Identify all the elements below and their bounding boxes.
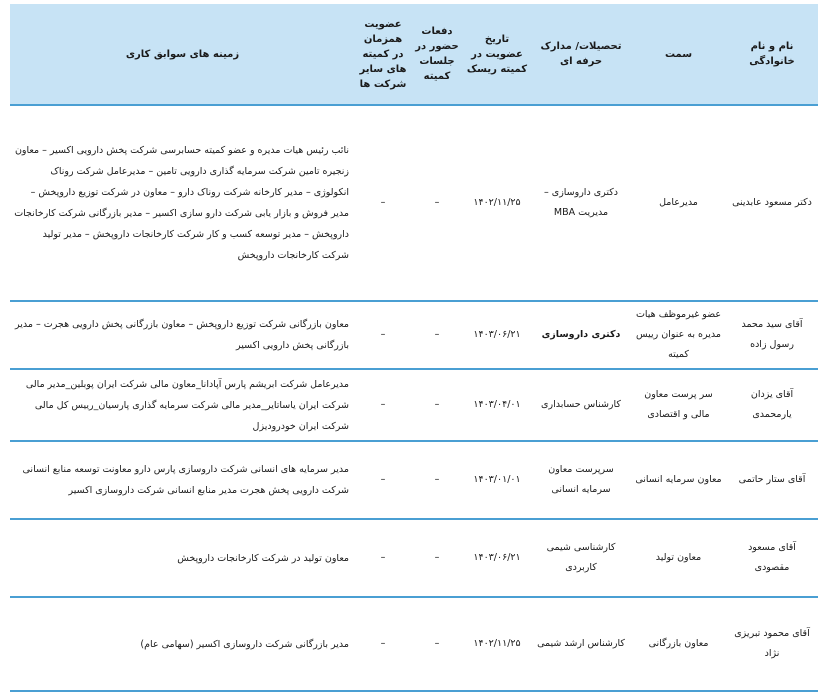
- header-membership-date: تاریخ عضویت در کمیته ریسک: [463, 4, 531, 105]
- table-row: [10, 301, 818, 369]
- table-row: [10, 441, 818, 519]
- header-other-committees: عضویت همزمان در کمیته های سایر شرکت ها: [355, 4, 411, 105]
- member-other-committees: –: [355, 597, 411, 691]
- member-position: معاون بازرگانی: [631, 597, 726, 691]
- member-date: ۱۴۰۳/۰۶/۲۱: [463, 301, 531, 369]
- member-position: سر پرست معاون مالی و اقتصادی: [631, 369, 726, 441]
- member-other-committees: –: [355, 441, 411, 519]
- member-other-committees: –: [355, 301, 411, 369]
- member-name: آقای سید محمد رسول زاده: [726, 301, 818, 369]
- member-date: ۱۴۰۲/۱۱/۲۵: [463, 105, 531, 301]
- member-education: سرپرست معاون سرمایه انسانی: [531, 441, 631, 519]
- member-education: دکتری داروسازی – مدیریت MBA: [531, 105, 631, 301]
- header-experience: زمینه های سوابق کاری: [10, 4, 355, 105]
- member-attendance: –: [411, 441, 463, 519]
- table-header-row: [10, 4, 818, 105]
- member-experience: معاون تولید در شرکت کارخانجات داروپخش: [10, 519, 355, 597]
- member-date: ۱۴۰۳/۰۱/۰۱: [463, 441, 531, 519]
- table-row: [10, 369, 818, 441]
- member-experience: مدیر سرمایه های انسانی شرکت داروسازی پارس دارو معاونت توسعه منابع انسانی شرکت دارویی پخش هجرت مدیر منابع انسانی شرکت داروسازی اکسیر: [10, 441, 355, 519]
- member-other-committees: –: [355, 369, 411, 441]
- member-attendance: –: [411, 369, 463, 441]
- table-row: [10, 105, 818, 301]
- header-attendance: دفعات حضور در جلسات کمیته: [411, 4, 463, 105]
- member-name: آقای محمود تبریزی نژاد: [726, 597, 818, 691]
- risk-committee-members: [10, 4, 818, 692]
- member-date: ۱۴۰۳/۰۴/۰۱: [463, 369, 531, 441]
- member-education: کارشناس ارشد شیمی: [531, 597, 631, 691]
- member-attendance: –: [411, 105, 463, 301]
- member-experience: نائب رئیس هیات مدیره و عضو کمیته حسابرسی شرکت پخش دارویی اکسیر – معاون زنجیره تامین شرکت سرمایه گذاری دارویی تامین – مدیرعامل شرکت روناک انکولوژی – مدیر کارخانه شرکت روناک دارو – معاون در شرکت توزیع داروپخش – مدیر فروش و بازار یابی شرکت دارو سازی اکسیر – مدیر بازرگانی شرکت کارخانجات داروپخش – مدیر توسعه کسب و کار شرکت کارخانجات داروپخش – مدیر تولید شرکت کارخانجات داروپخش: [10, 105, 355, 301]
- header-education: تحصیلات/ مدارک حرفه ای: [531, 4, 631, 105]
- member-date: ۱۴۰۲/۱۱/۲۵: [463, 597, 531, 691]
- member-other-committees: –: [355, 105, 411, 301]
- member-name: آقای یزدان یارمحمدی: [726, 369, 818, 441]
- member-experience: مدیرعامل شرکت ابریشم پارس آپادانا_معاون مالی شرکت ایران پوبلین_مدیر مالی شرکت ایران یاساتایر_مدیر مالی شرکت سرمایه گذاری پارسیان_رییس کل مالی شرکت ایران خودرودیزل: [10, 369, 355, 441]
- member-position: معاون سرمایه انسانی: [631, 441, 726, 519]
- member-education: کارشناس حسابداری: [531, 369, 631, 441]
- member-attendance: –: [411, 519, 463, 597]
- member-name: آقای ستار حاتمی: [726, 441, 818, 519]
- member-experience: معاون بازرگانی شرکت توزیع داروپخش – معاون بازرگانی پخش دارویی هجرت – مدیر بازرگانی پخش دارویی اکسیر: [10, 301, 355, 369]
- member-other-committees: –: [355, 519, 411, 597]
- member-name: دکتر مسعود عابدینی: [726, 105, 818, 301]
- member-position: عضو غیرموظف هیات مدیره به عنوان رییس کمیته: [631, 301, 726, 369]
- member-experience: مدیر بازرگانی شرکت داروسازی اکسیر (سهامی عام): [10, 597, 355, 691]
- member-date: ۱۴۰۳/۰۶/۲۱: [463, 519, 531, 597]
- member-position: معاون تولید: [631, 519, 726, 597]
- member-education: دکتری داروسازی: [531, 301, 631, 369]
- table-row: [10, 519, 818, 597]
- member-attendance: –: [411, 597, 463, 691]
- table-row: [10, 597, 818, 691]
- header-name: نام و نام خانوادگی: [726, 4, 818, 105]
- member-education: کارشناسی شیمی کاربردی: [531, 519, 631, 597]
- members-table: [10, 4, 818, 692]
- member-name: آقای مسعود مقصودی: [726, 519, 818, 597]
- member-position: مدیرعامل: [631, 105, 726, 301]
- header-position: سمت: [631, 4, 726, 105]
- member-attendance: –: [411, 301, 463, 369]
